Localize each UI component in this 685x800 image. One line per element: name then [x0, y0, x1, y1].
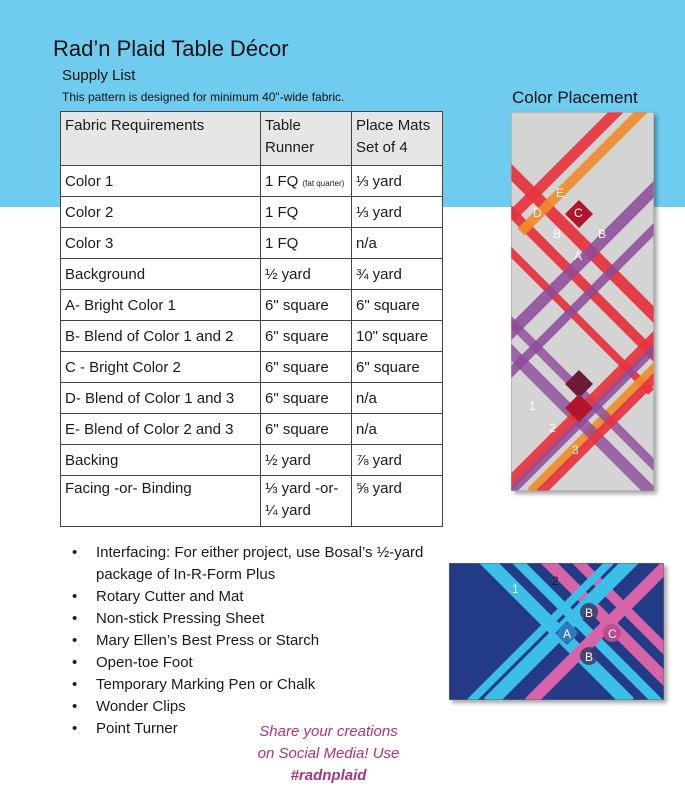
table-header-row — [61, 112, 443, 166]
list-item: • Temporary Marking Pen or Chalk — [68, 674, 428, 696]
list-item: • Non-stick Pressing Sheet — [68, 608, 428, 630]
runner-label-2: 2 — [549, 421, 556, 435]
share-hashtag: #radnplaid — [290, 767, 367, 784]
mat-label-b-bottom: B — [585, 650, 594, 664]
runner-cell: 6" square — [261, 321, 352, 352]
mats-cell: ⅓ yard — [352, 166, 443, 197]
fabric-cell: Color 3 — [61, 228, 261, 259]
runner-cell: ⅓ yard -or- ¼ yard — [261, 476, 352, 527]
runner-cell: ½ yard — [261, 445, 352, 476]
table-row — [61, 259, 443, 290]
table-row — [61, 228, 443, 259]
table-row — [61, 197, 443, 228]
table-row — [61, 383, 443, 414]
fabric-cell: Color 1 — [61, 166, 261, 197]
mats-cell: 6" square — [352, 352, 443, 383]
runner-cell: ½ yard — [261, 259, 352, 290]
fabric-requirements-table — [60, 111, 443, 527]
list-item: • Point Turner — [68, 718, 428, 740]
fabric-cell: C - Bright Color 2 — [61, 352, 261, 383]
list-item: • Mary Ellen’s Best Press or Starch — [68, 630, 428, 652]
runner-label-3: 3 — [572, 443, 579, 457]
mats-cell: n/a — [352, 383, 443, 414]
runner-label-1: 1 — [529, 399, 536, 413]
list-item: • Rotary Cutter and Mat — [68, 586, 428, 608]
runner-cell: 6" square — [261, 352, 352, 383]
mat-label-a: A — [563, 627, 572, 641]
col-header-runner: Table Runner — [261, 112, 352, 166]
fabric-cell: E- Blend of Color 2 and 3 — [61, 414, 261, 445]
runner-note: (fat quarter) — [302, 178, 345, 188]
fabric-cell: Color 2 — [61, 197, 261, 228]
fabric-cell: Backing — [61, 445, 261, 476]
col-header-mats: Place Mats Set of 4 — [352, 112, 443, 166]
runner-cell — [261, 166, 352, 197]
table-row — [61, 414, 443, 445]
mats-cell: ⅓ yard — [352, 197, 443, 228]
list-item: • Wonder Clips — [68, 696, 428, 718]
mat-label-b-top: B — [585, 606, 594, 620]
fabric-cell: Facing -or- Binding — [61, 476, 261, 527]
fabric-cell: D- Blend of Color 1 and 3 — [61, 383, 261, 414]
runner-cell: 6" square — [261, 414, 352, 445]
runner-cell: 6" square — [261, 383, 352, 414]
runner-cell: 1 FQ — [261, 197, 352, 228]
page-title: Rad’n Plaid Table Décor — [53, 36, 289, 61]
supply-list-heading: Supply List — [62, 67, 136, 84]
col-header-fabric: Fabric Requirements — [61, 112, 261, 166]
share-line-1: Share your creations — [259, 723, 398, 740]
table-row — [61, 290, 443, 321]
supply-list — [68, 542, 428, 740]
runner-label-e: E — [556, 186, 565, 200]
fabric-width-note: This pattern is designed for minimum 40"-wide fabric. — [62, 90, 345, 104]
list-item: • Interfacing: For either project, use Bosal’s ½-yard package of In-R-Form Plus — [68, 542, 428, 586]
mats-cell: n/a — [352, 414, 443, 445]
mat-label-2: 2 — [552, 574, 559, 588]
fabric-cell: Background — [61, 259, 261, 290]
mats-cell: n/a — [352, 228, 443, 259]
runner-label-b-left: B — [553, 227, 562, 241]
mats-cell: ⅞ yard — [352, 445, 443, 476]
table-row — [61, 321, 443, 352]
table-row — [61, 166, 443, 197]
mat-label-c: C — [608, 627, 617, 641]
runner-cell: 6" square — [261, 290, 352, 321]
share-line-2: on Social Media! Use — [257, 745, 400, 762]
table-row — [61, 352, 443, 383]
runner-value: 1 FQ — [265, 172, 299, 190]
table-row — [61, 476, 443, 527]
table-runner-diagram — [511, 112, 654, 491]
mat-label-1: 1 — [512, 582, 519, 596]
mats-cell: ⅝ yard — [352, 476, 443, 527]
mats-cell: 6" square — [352, 290, 443, 321]
place-mat-diagram — [449, 563, 664, 700]
mats-cell: 10" square — [352, 321, 443, 352]
runner-label-a: A — [574, 249, 583, 263]
mats-cell: ¾ yard — [352, 259, 443, 290]
table-row — [61, 445, 443, 476]
share-callout — [236, 721, 421, 787]
fabric-cell: A- Bright Color 1 — [61, 290, 261, 321]
runner-label-b-right: B — [598, 227, 607, 241]
list-item: • Open-toe Foot — [68, 652, 428, 674]
color-placement-title: Color Placement — [512, 88, 638, 107]
runner-cell: 1 FQ — [261, 228, 352, 259]
runner-label-d: D — [533, 206, 542, 220]
fabric-cell: B- Blend of Color 1 and 2 — [61, 321, 261, 352]
runner-label-c: C — [574, 206, 583, 220]
